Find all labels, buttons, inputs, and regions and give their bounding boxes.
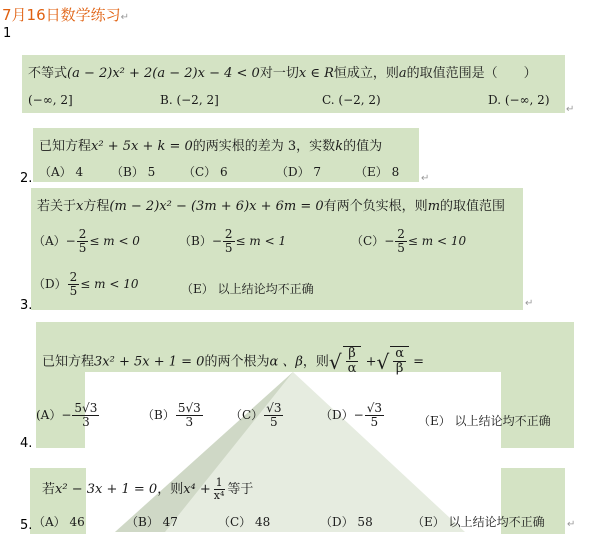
question-2-number: 2. <box>20 171 33 186</box>
question-1-stem: 不等式(a − 2)x² + 2(a − 2)x − 4 < 0对一切x ∈ R恒成立，则a的取值范围是（ ） <box>28 66 537 81</box>
question-2-option-a: （A） 4 <box>39 165 84 179</box>
question-5-option-d: （D） 58 <box>320 515 373 529</box>
question-5-number: 5. <box>20 518 33 533</box>
question-2-stem: 已知方程x² + 5x + k = 0的两实根的差为 3，实数k的值为 <box>39 139 383 154</box>
paragraph-mark: ↵ <box>567 519 576 530</box>
question-5-option-b: （B） 47 <box>126 515 178 529</box>
question-2-option-c: （C） 6 <box>183 165 228 179</box>
question-3-option-a: （A）− $\frac{2}{5}$ ≤ m < 0 <box>33 227 140 256</box>
question-5-option-c: （C） 48 <box>218 515 271 529</box>
question-4-option-a: (A）− $\frac{5√3}{3}$ <box>36 401 98 430</box>
question-2-option-b: （B） 5 <box>111 165 156 179</box>
question-5-stem: 若x² − 3x + 1 = 0，则x⁴ + $\frac{1}{\text{x⁴}}$ 等于 <box>42 476 254 503</box>
page-title: 7月16日数学练习↵ <box>2 6 130 24</box>
question-3-option-b: （B）− $\frac{2}{5}$ ≤ m < 1 <box>179 227 287 256</box>
question-3-number: 3. <box>20 298 33 313</box>
paragraph-mark: ↵ <box>421 173 430 184</box>
question-4-option-b: （B） $\frac{5√3}{3}$ <box>142 401 201 430</box>
question-3-stem: 若关于x方程(m − 2)x² − (3m + 6)x + 6m = 0有两个负实根，则m的取值范围 <box>37 199 506 214</box>
question-4-stem: 已知方程3x² + 5x + 1 = 0的两个根为α 、β，则√ $\frac{\beta}{\alpha}$ +√ $\frac{\alpha}{\beta}$ = <box>42 346 425 377</box>
question-4-option-c: （C） $\frac{√3}{5}$ <box>230 401 282 430</box>
paragraph-mark: ↵ <box>566 104 575 115</box>
question-4-number: 4. <box>20 436 33 451</box>
question-5-option-e: （E） 以上结论均不正确 <box>412 515 545 529</box>
question-2-box <box>33 128 419 182</box>
question-4-option-d: （D）− $\frac{√3}{5}$ <box>320 401 382 430</box>
question-4-option-e: （E） 以上结论均不正确 <box>418 414 551 428</box>
paragraph-mark: ↵ <box>525 298 534 309</box>
question-2-option-d: （D） 7 <box>276 165 322 179</box>
question-1-box <box>22 55 565 113</box>
question-3-option-d: （D） $\frac{2}{5}$ ≤ m < 10 <box>33 270 139 299</box>
question-1-option-b: B. (−2, 2] <box>160 93 219 107</box>
question-2-option-e: （E） 8 <box>355 165 400 179</box>
question-1-option-a: (−∞, 2] <box>28 93 73 107</box>
question-1-option-c: C. (−2, 2) <box>322 93 381 107</box>
question-5-option-a: （A） 46 <box>33 515 85 529</box>
watermark-triangle-icon <box>85 372 501 532</box>
question-1-number: 1 <box>3 26 12 41</box>
question-3-option-e: （E） 以上结论均不正确 <box>181 282 314 296</box>
question-3-box <box>31 188 523 310</box>
question-3-option-c: （C）− $\frac{2}{5}$ ≤ m < 10 <box>351 227 467 256</box>
question-1-option-d: D. (−∞, 2) <box>488 93 550 107</box>
